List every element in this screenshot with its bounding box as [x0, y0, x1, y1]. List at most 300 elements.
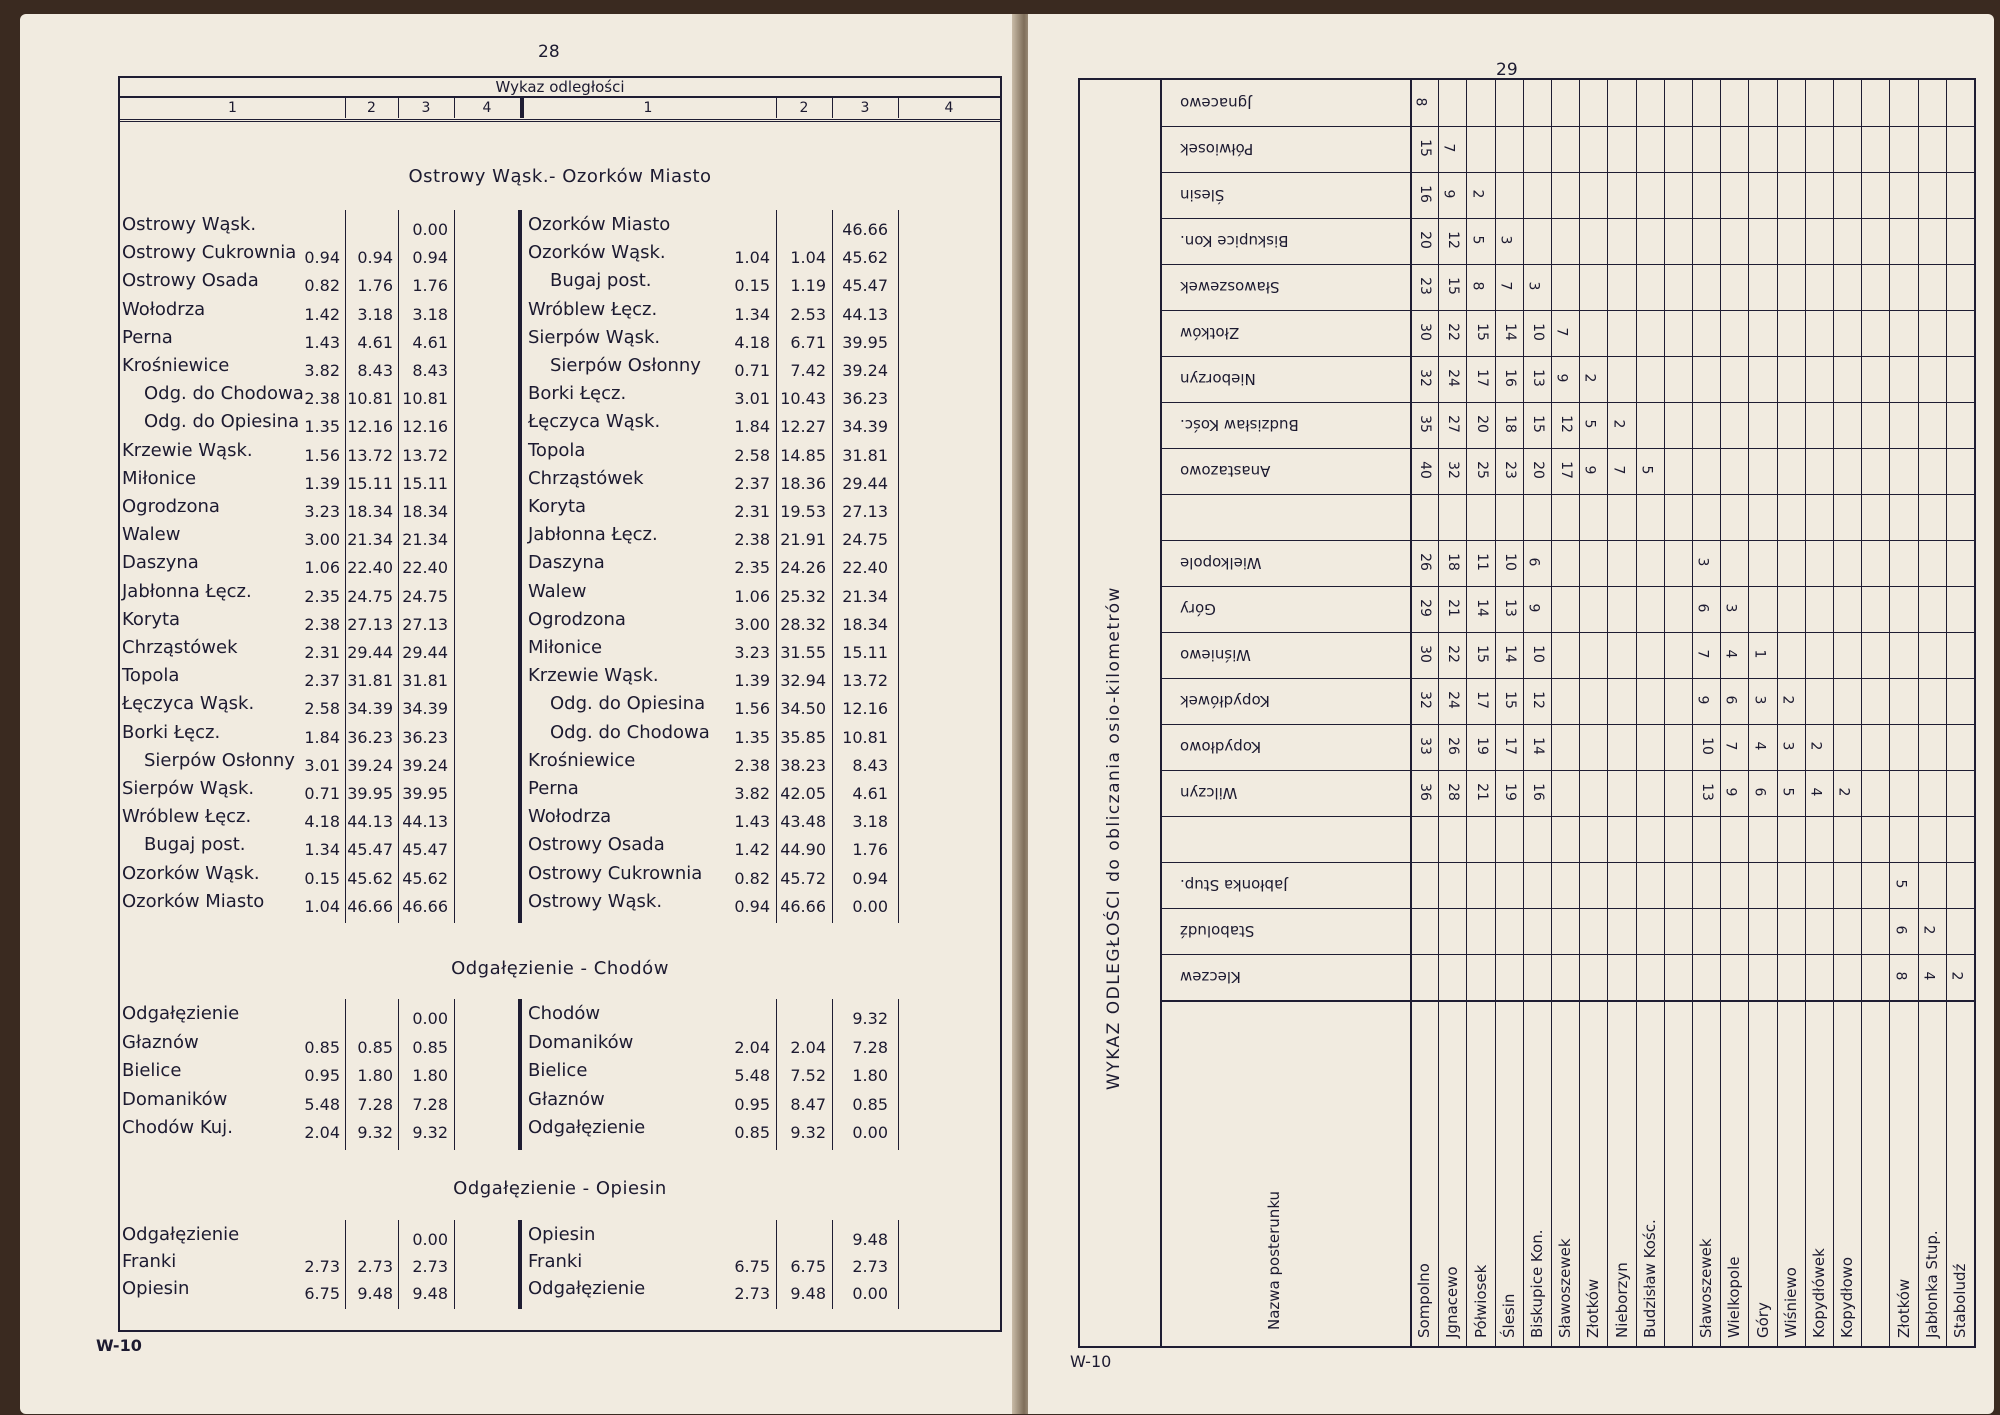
station-name: Odgałęzienie — [528, 1117, 646, 1138]
distance-value: 6.75 — [734, 1257, 770, 1276]
distance-cell: 14 — [1501, 645, 1518, 663]
matrix-column-rule — [1551, 80, 1552, 1346]
station-name: Topola — [528, 439, 586, 461]
row-station-name: Anastazowo — [1180, 462, 1271, 480]
matrix-column-rule — [1833, 80, 1834, 1346]
distance-value: 2.35 — [304, 586, 340, 606]
distance-value: 31.81 — [347, 671, 393, 691]
distance-cell: 20 — [1417, 231, 1434, 249]
distance-value: 13.72 — [347, 445, 393, 465]
distance-cell: 10 — [1529, 645, 1546, 663]
footer-code: W-10 — [96, 1336, 142, 1355]
distance-value: 18.36 — [780, 473, 826, 493]
station-name: Sompolno — [1415, 1263, 1434, 1338]
distance-cell: 6 — [1694, 603, 1711, 613]
distance-value: 2.73 — [852, 1257, 888, 1276]
distance-value: 0.00 — [852, 1284, 888, 1303]
distance-value: 13.72 — [842, 671, 888, 691]
matrix-column-rule — [1438, 80, 1439, 1346]
matrix-row-rule — [1160, 678, 1974, 679]
distance-value: 9.32 — [357, 1123, 393, 1142]
distance-value: 7.28 — [357, 1094, 393, 1114]
distance-cell: 14 — [1529, 737, 1546, 755]
distance-cell: 2 — [1779, 695, 1796, 705]
column-header: 2 — [345, 98, 399, 118]
row-station-name: Staboludź — [1180, 922, 1255, 940]
distance-value: 1.04 — [734, 248, 770, 268]
distance-cell: 24 — [1445, 691, 1462, 709]
distance-value: 9.32 — [790, 1123, 826, 1142]
distance-value: 1.35 — [734, 727, 770, 747]
distance-cell: 20 — [1473, 415, 1490, 433]
distance-value: 1.35 — [304, 417, 340, 437]
distance-value: 3.18 — [357, 304, 393, 324]
distance-cell: 17 — [1473, 691, 1490, 709]
distance-cell: 2 — [1609, 419, 1626, 429]
distance-value: 9.48 — [790, 1284, 826, 1303]
distance-cell: 3 — [1779, 741, 1796, 751]
page-number: 28 — [538, 42, 560, 62]
distance-value: 5.48 — [304, 1094, 340, 1114]
distance-cell: 3 — [1497, 235, 1514, 245]
distance-value: 0.15 — [734, 276, 770, 296]
station-name: Koryta — [122, 608, 181, 630]
row-station-name: Złotków — [1180, 324, 1240, 342]
distance-value: 38.23 — [780, 755, 826, 775]
station-name: Odg. do Chodowa — [144, 383, 304, 405]
distance-value: 22.40 — [402, 558, 448, 578]
distance-value: 39.95 — [347, 784, 393, 803]
station-name: Wielkopole — [1725, 1256, 1744, 1338]
station-name: Daszyna — [528, 552, 605, 574]
distance-value: 8.43 — [852, 755, 888, 775]
distance-value: 7.28 — [852, 1037, 888, 1057]
distance-value: 3.18 — [852, 812, 888, 832]
distance-cell: 1 — [1750, 649, 1767, 659]
station-name: Odgałęzienie — [528, 1278, 646, 1299]
distance-cell: 3 — [1525, 281, 1542, 291]
distance-value: 6.71 — [790, 332, 826, 352]
station-name: Góry — [1753, 1302, 1772, 1338]
distance-value: 2.58 — [304, 699, 340, 719]
distance-value: 1.39 — [734, 671, 770, 691]
matrix-row-rule — [1160, 218, 1974, 219]
station-name: Perna — [122, 326, 173, 348]
distance-cell: 21 — [1473, 783, 1490, 801]
distance-cell: 25 — [1473, 461, 1490, 479]
matrix-column-rule — [1889, 80, 1890, 1346]
distance-cell: 12 — [1445, 231, 1462, 249]
station-name: Sierpów Wąsk. — [528, 326, 661, 348]
distance-value: 34.50 — [780, 699, 826, 719]
column-rule — [898, 1220, 899, 1309]
distance-value: 35.85 — [780, 727, 826, 747]
column-header: 4 — [944, 100, 954, 116]
matrix-column-rule — [1805, 80, 1806, 1346]
title-rule — [1160, 80, 1162, 1346]
distance-value: 46.66 — [842, 220, 888, 239]
station-name: Ostrowy Wąsk. — [528, 890, 663, 912]
distance-value: 24.75 — [842, 530, 888, 550]
station-name: Złotków — [1584, 1278, 1603, 1338]
distance-value: 1.76 — [412, 276, 448, 296]
distance-value: 0.85 — [852, 1094, 888, 1114]
distance-value: 3.00 — [304, 530, 340, 550]
matrix-column-rule — [1607, 80, 1608, 1346]
station-name: Sławoszewek — [1556, 1238, 1575, 1338]
distance-value: 2.04 — [304, 1123, 340, 1142]
distance-value: 43.48 — [780, 812, 826, 832]
distance-value: 4.61 — [357, 332, 393, 352]
header-divider — [120, 119, 1000, 122]
distance-cell: 9 — [1440, 189, 1457, 199]
distance-value: 32.94 — [780, 671, 826, 691]
distance-value: 1.34 — [304, 840, 340, 860]
column-rule — [454, 1220, 455, 1309]
distance-value: 44.13 — [402, 812, 448, 832]
distance-cell: 8 — [1468, 281, 1485, 291]
distance-value: 1.42 — [734, 840, 770, 860]
row-station-name: Jabłonka Stup. — [1180, 876, 1288, 894]
matrix-row-rule — [1160, 356, 1974, 357]
distance-value: 0.85 — [304, 1037, 340, 1057]
column-rule — [454, 210, 455, 923]
distance-value: 12.16 — [347, 417, 393, 437]
station-name: Ostrowy Osada — [122, 270, 259, 292]
distance-value: 6.75 — [790, 1257, 826, 1276]
distance-cell: 15 — [1473, 323, 1490, 341]
distance-value: 1.84 — [734, 417, 770, 437]
distance-cell: 8 — [1891, 971, 1908, 981]
station-name: Ślesin — [1499, 1293, 1518, 1338]
distance-cell: 18 — [1501, 415, 1518, 433]
distance-cell: 26 — [1417, 553, 1434, 571]
distance-value: 15.11 — [347, 473, 393, 493]
distance-value: 27.13 — [402, 614, 448, 634]
station-name: Domaników — [122, 1088, 228, 1110]
row-station-name: Sławoszewek — [1180, 278, 1280, 296]
distance-value: 0.94 — [734, 896, 770, 916]
distance-cell: 5 — [1468, 235, 1485, 245]
distance-cell: 4 — [1807, 787, 1824, 797]
matrix-column-rule — [1579, 80, 1580, 1346]
distance-cell: 19 — [1501, 783, 1518, 801]
distance-value: 27.13 — [842, 502, 888, 521]
distance-cell: 8 — [1412, 97, 1429, 107]
footer-code: W-10 — [1070, 1352, 1112, 1371]
distance-value: 39.95 — [402, 784, 448, 803]
row-station-name: Kleczew — [1180, 968, 1241, 986]
distance-cell: 2 — [1468, 189, 1485, 199]
station-name: Staboludź — [1950, 1263, 1969, 1338]
station-name: Miłonice — [122, 467, 197, 489]
distance-value: 1.43 — [304, 332, 340, 352]
matrix-column-rule — [1974, 80, 1975, 1346]
matrix-column-rule — [1748, 80, 1749, 1346]
distance-value: 3.01 — [304, 755, 340, 775]
matrix-column-rule — [1523, 80, 1524, 1346]
distance-value: 0.95 — [734, 1094, 770, 1114]
distance-value: 2.38 — [304, 389, 340, 409]
distance-value: 25.32 — [780, 586, 826, 606]
station-name: Jabłonka Stup. — [1922, 1230, 1941, 1338]
distance-table — [118, 76, 1002, 1332]
distance-value: 12.16 — [402, 417, 448, 437]
station-name: Ostrowy Wąsk. — [122, 214, 257, 235]
distance-value: 0.00 — [412, 1009, 448, 1028]
matrix-row-rule — [1160, 908, 1974, 909]
distance-value: 21.34 — [402, 530, 448, 550]
distance-cell: 7 — [1553, 327, 1570, 337]
matrix-column-rule — [1918, 80, 1919, 1346]
station-name: Bugaj post. — [144, 834, 246, 856]
distance-value: 3.01 — [734, 389, 770, 409]
station-name: Sławoszewek — [1697, 1238, 1716, 1338]
distance-value: 9.32 — [412, 1123, 448, 1142]
distance-value: 39.24 — [842, 361, 888, 380]
matrix-row-rule — [1160, 770, 1974, 771]
distance-cell: 17 — [1473, 369, 1490, 387]
matrix-row-rule — [1160, 172, 1974, 173]
station-name: Półwiosek — [1471, 1264, 1490, 1338]
distance-value: 31.81 — [842, 445, 888, 465]
distance-value: 1.39 — [304, 473, 340, 493]
distance-value: 24.75 — [347, 586, 393, 606]
distance-value: 6.75 — [304, 1284, 340, 1303]
column-header: 3 — [832, 98, 899, 118]
row-station-name: Kopydłówek — [1180, 692, 1270, 710]
distance-value: 7.42 — [790, 361, 826, 380]
matrix-column-rule — [1466, 80, 1467, 1346]
distance-cell: 7 — [1609, 465, 1626, 475]
distance-cell: 14 — [1501, 323, 1518, 341]
distance-cell: 13 — [1501, 599, 1518, 617]
distance-value: 45.62 — [402, 868, 448, 888]
distance-cell: 2 — [1948, 971, 1965, 981]
distance-cell: 6 — [1722, 695, 1739, 705]
distance-value: 0.00 — [412, 220, 448, 239]
section-title: Odgałęzienie - Opiesin — [453, 1178, 667, 1199]
distance-value: 29.44 — [402, 643, 448, 662]
distance-value: 1.43 — [734, 812, 770, 832]
matrix-row-rule — [1160, 724, 1974, 725]
matrix-row-rule — [1160, 862, 1974, 863]
distance-matrix — [1078, 78, 1976, 1348]
distance-cell: 15 — [1501, 691, 1518, 709]
station-name: Kopydłowo — [1838, 1256, 1857, 1338]
station-name: Odgałęzienie — [122, 1003, 240, 1024]
station-name: Łęczyca Wąsk. — [528, 411, 661, 433]
station-name: Głaznów — [528, 1088, 605, 1110]
distance-cell: 5 — [1891, 879, 1908, 889]
distance-cell: 29 — [1417, 599, 1434, 617]
distance-cell: 19 — [1473, 737, 1490, 755]
distance-cell: 22 — [1445, 645, 1462, 663]
distance-value: 1.80 — [852, 1066, 888, 1085]
station-name: Chrząstówek — [122, 637, 238, 658]
matrix-column-rule — [1861, 80, 1862, 1346]
distance-cell: 28 — [1445, 783, 1462, 801]
distance-value: 10.43 — [780, 389, 826, 409]
distance-value: 1.80 — [357, 1066, 393, 1085]
distance-cell: 33 — [1417, 737, 1434, 755]
distance-value: 3.23 — [734, 643, 770, 662]
distance-cell: 13 — [1699, 783, 1716, 801]
distance-value: 4.18 — [734, 332, 770, 352]
distance-cell: 2 — [1835, 787, 1852, 797]
station-name: Bielice — [528, 1060, 588, 1081]
distance-cell: 4 — [1722, 649, 1739, 659]
distance-value: 45.47 — [347, 840, 393, 860]
row-station-name: Wielkopole — [1180, 554, 1262, 572]
station-name: Domaników — [528, 1031, 634, 1053]
distance-value: 46.66 — [347, 896, 393, 916]
distance-value: 9.48 — [852, 1230, 888, 1249]
distance-value: 2.58 — [734, 445, 770, 465]
matrix-row-rule — [1160, 310, 1974, 311]
distance-value: 1.19 — [790, 276, 826, 296]
distance-value: 34.39 — [842, 417, 888, 437]
distance-cell: 30 — [1417, 323, 1434, 341]
distance-value: 1.06 — [304, 558, 340, 578]
distance-value: 12.27 — [780, 417, 826, 437]
distance-value: 7.52 — [790, 1066, 826, 1085]
matrix-column-rule — [1664, 80, 1665, 1346]
distance-value: 9.48 — [412, 1284, 448, 1303]
station-name: Nieborzyn — [1612, 1262, 1631, 1338]
matrix-column-rule — [1720, 80, 1721, 1346]
distance-cell: 15 — [1529, 415, 1546, 433]
station-name: Ozorków Miasto — [528, 214, 671, 235]
distance-value: 39.24 — [402, 755, 448, 775]
distance-value: 44.90 — [780, 840, 826, 860]
station-name: Ostrowy Cukrownia — [122, 242, 297, 264]
distance-value: 44.13 — [347, 812, 393, 832]
distance-cell: 15 — [1473, 645, 1490, 663]
station-name: Borki Łęcz. — [122, 721, 221, 743]
distance-cell: 21 — [1445, 599, 1462, 617]
station-name: Wiśniewo — [1781, 1267, 1800, 1338]
distance-value: 10.81 — [402, 389, 448, 409]
distance-value: 14.85 — [780, 445, 826, 465]
page-number: 29 — [1496, 60, 1518, 80]
station-name: Chodów — [528, 1003, 601, 1024]
distance-value: 2.73 — [412, 1257, 448, 1276]
distance-value: 1.76 — [852, 840, 888, 860]
station-name: Jabłonna Łęcz. — [122, 580, 252, 602]
distance-value: 36.23 — [842, 389, 888, 409]
station-name: Jabłonna Łęcz. — [528, 524, 658, 546]
station-name: Ozorków Wąsk. — [122, 862, 260, 884]
distance-value: 31.55 — [780, 643, 826, 662]
station-name: Krzewie Wąsk. — [122, 439, 253, 461]
station-name: Budzisław Kośc. — [1640, 1219, 1659, 1338]
distance-value: 18.34 — [842, 614, 888, 634]
distance-value: 0.00 — [852, 1123, 888, 1142]
distance-value: 4.61 — [412, 332, 448, 352]
distance-value: 36.23 — [347, 727, 393, 747]
distance-cell: 5 — [1581, 419, 1598, 429]
distance-value: 2.35 — [734, 558, 770, 578]
distance-value: 1.56 — [734, 699, 770, 719]
distance-value: 29.44 — [347, 643, 393, 662]
distance-cell: 22 — [1445, 323, 1462, 341]
distance-value: 21.34 — [347, 530, 393, 550]
distance-cell: 16 — [1529, 783, 1546, 801]
distance-value: 4.61 — [852, 784, 888, 803]
distance-value: 0.00 — [412, 1230, 448, 1249]
distance-value: 0.94 — [412, 248, 448, 268]
distance-cell: 12 — [1558, 415, 1575, 433]
distance-value: 2.37 — [304, 671, 340, 691]
matrix-row-rule — [1160, 540, 1974, 541]
distance-value: 39.24 — [347, 755, 393, 775]
distance-value: 44.13 — [842, 304, 888, 324]
matrix-row-rule — [1160, 954, 1974, 955]
distance-value: 1.42 — [304, 304, 340, 324]
station-name: Perna — [528, 778, 579, 799]
station-name: Odg. do Opiesina — [550, 693, 706, 715]
station-name: Biskupice Kon. — [1527, 1229, 1546, 1338]
distance-cell: 16 — [1501, 369, 1518, 387]
distance-value: 2.31 — [304, 643, 340, 662]
distance-value: 28.32 — [780, 614, 826, 634]
distance-value: 8.43 — [357, 361, 393, 380]
distance-cell: 6 — [1891, 925, 1908, 935]
distance-cell: 5 — [1638, 465, 1655, 475]
distance-cell: 6 — [1525, 557, 1542, 567]
distance-cell: 7 — [1440, 143, 1457, 153]
distance-value: 13.72 — [402, 445, 448, 465]
distance-cell: 14 — [1473, 599, 1490, 617]
matrix-row-rule — [1160, 494, 1974, 495]
distance-value: 45.62 — [347, 868, 393, 888]
distance-value: 29.44 — [842, 473, 888, 493]
distance-cell: 36 — [1417, 783, 1434, 801]
station-name: Franki — [122, 1251, 177, 1272]
distance-cell: 4 — [1920, 971, 1937, 981]
column-rule — [454, 999, 455, 1150]
column-header: 2 — [776, 98, 833, 118]
distance-value: 45.47 — [842, 276, 888, 296]
column-header: 4 — [454, 98, 524, 118]
distance-cell: 10 — [1529, 323, 1546, 341]
matrix-row-rule — [1160, 448, 1974, 449]
distance-value: 1.04 — [790, 248, 826, 268]
row-station-name: Góry — [1180, 600, 1216, 618]
column-header: 1 — [120, 98, 346, 118]
distance-value: 34.39 — [402, 699, 448, 719]
distance-cell: 15 — [1445, 277, 1462, 295]
distance-value: 39.95 — [842, 332, 888, 352]
distance-cell: 2 — [1581, 373, 1598, 383]
distance-value: 0.85 — [734, 1123, 770, 1142]
station-name: Głaznów — [122, 1031, 199, 1053]
distance-cell: 26 — [1445, 737, 1462, 755]
distance-value: 9.32 — [852, 1009, 888, 1028]
station-name: Daszyna — [122, 552, 199, 574]
distance-cell: 40 — [1417, 461, 1434, 479]
distance-value: 1.76 — [357, 276, 393, 296]
matrix-row-rule — [1160, 402, 1974, 403]
distance-value: 2.37 — [734, 473, 770, 493]
distance-value: 21.34 — [842, 586, 888, 606]
distance-value: 18.34 — [347, 502, 393, 521]
center-rule — [518, 999, 522, 1150]
distance-value: 10.81 — [347, 389, 393, 409]
distance-cell: 3 — [1722, 603, 1739, 613]
distance-cell: 24 — [1445, 369, 1462, 387]
